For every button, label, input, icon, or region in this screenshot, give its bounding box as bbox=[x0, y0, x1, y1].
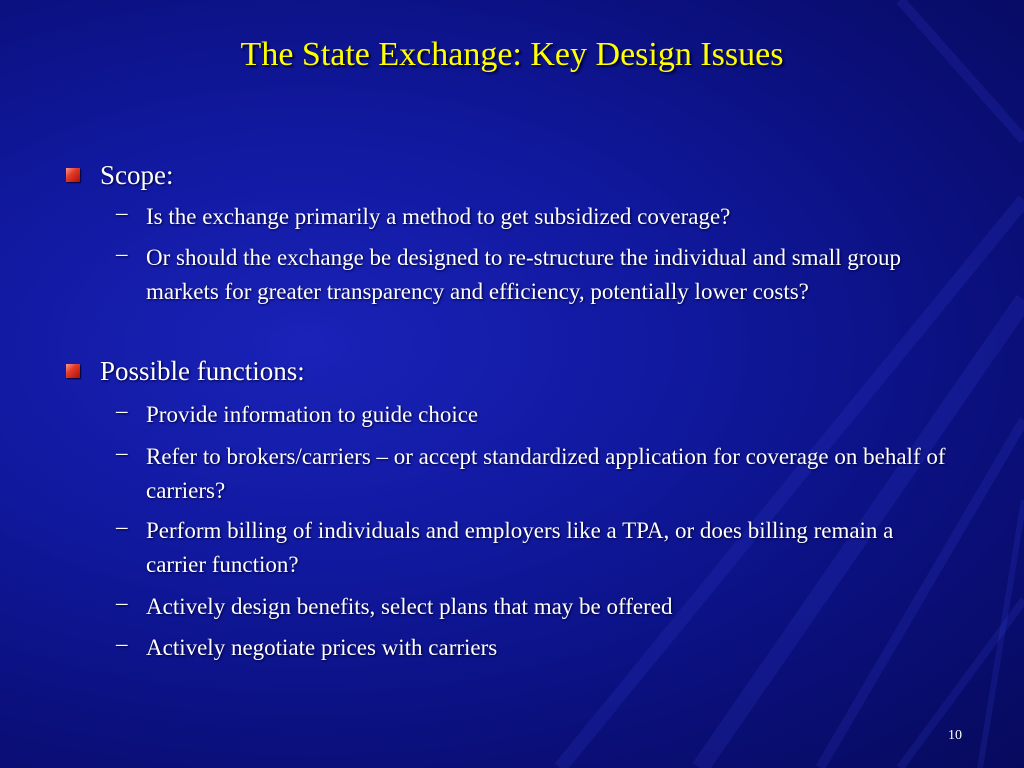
sub-bullet-text: Actively negotiate prices with carriers bbox=[146, 635, 498, 660]
dash-marker: – bbox=[116, 200, 128, 225]
sub-bullet-text: Provide information to guide choice bbox=[146, 402, 479, 427]
dash-marker: – bbox=[116, 590, 128, 615]
sub-bullet-text: Refer to brokers/carriers – or accept standardized application for coverage on behalf of carriers? bbox=[146, 444, 946, 503]
bullet-heading: Possible functions: bbox=[100, 356, 305, 386]
red-square-bullet-icon bbox=[66, 168, 80, 182]
bullet-heading: Scope: bbox=[100, 160, 174, 190]
slide-title: The State Exchange: Key Design Issues bbox=[240, 36, 784, 73]
dash-marker: – bbox=[116, 398, 128, 423]
sub-bullet-text: Is the exchange primarily a method to get subsidized coverage? bbox=[146, 204, 731, 229]
sub-bullet-text: Perform billing of individuals and employers like a TPA, or does billing remain a carrier function? bbox=[146, 518, 894, 577]
red-square-bullet-icon bbox=[66, 364, 80, 378]
sub-bullet-text: Actively design benefits, select plans that may be offered bbox=[146, 594, 673, 619]
dash-marker: – bbox=[116, 514, 128, 539]
sub-bullet-text: Or should the exchange be designed to re-structure the individual and small group markets for greater transparency and efficiency, potentially lower costs? bbox=[146, 245, 901, 304]
page-number: 10 bbox=[948, 728, 962, 743]
dash-marker: – bbox=[116, 631, 128, 656]
dash-marker: – bbox=[116, 440, 128, 465]
dash-marker: – bbox=[116, 241, 128, 266]
